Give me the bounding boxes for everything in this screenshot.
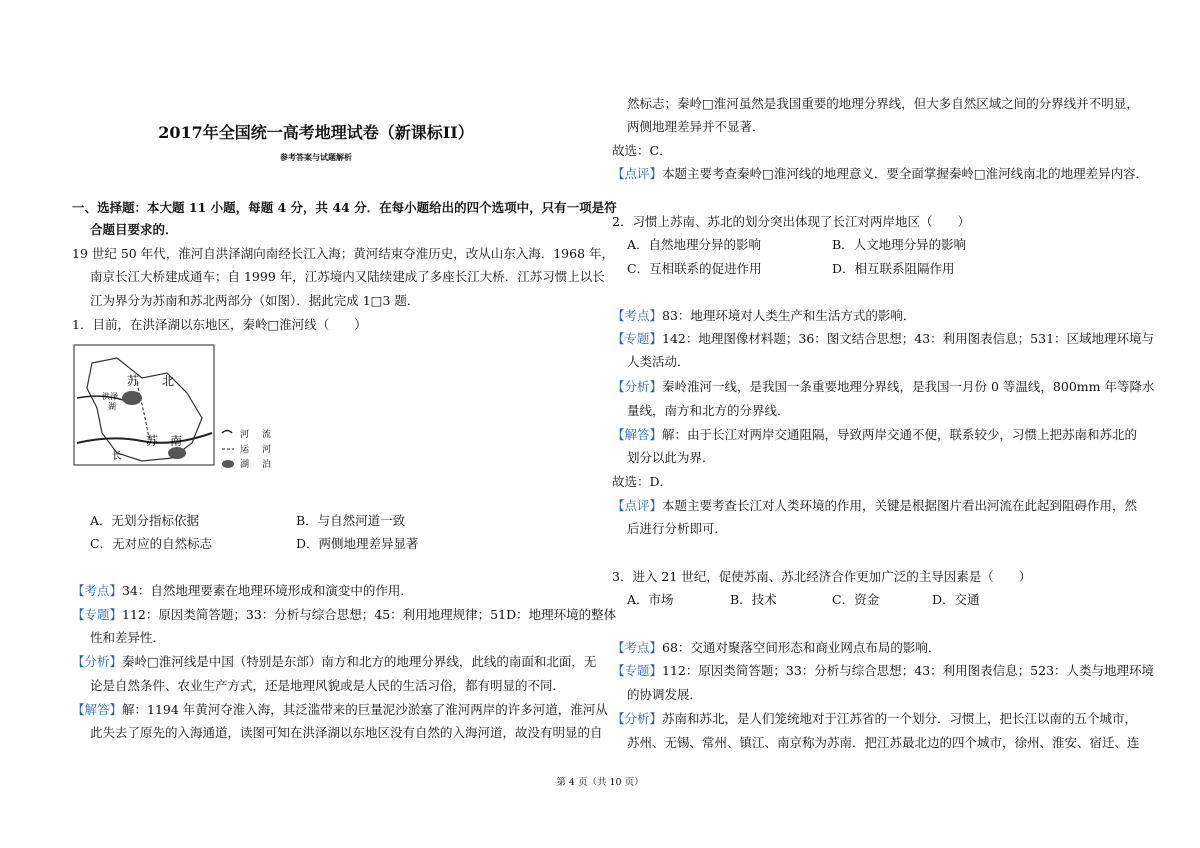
q2-dianping-cont: 后进行分析即可． — [627, 521, 728, 536]
q2-option-d: D．相互联系阻隔作用 — [832, 261, 955, 276]
q1-answer: 故选：C． — [612, 143, 672, 158]
legend-river-symbol — [222, 431, 232, 434]
map-label-nan: 南 — [170, 434, 183, 448]
q3-zhuanti-cont: 的协调发展． — [627, 687, 703, 702]
section-heading-line1: 一、选择题：本大题 11 小题，每题 4 分，共 44 分．在每小题给出的四个选项中，只有一项是符 — [72, 200, 617, 215]
q1-zhuanti: 【专题】112：原因类简答题；33：分析与综合思想；45：利用地理规律；51D：地理环境的整体 — [72, 607, 617, 622]
q2-zhuanti-cont: 人类活动． — [627, 354, 690, 369]
q1-option-c: C．无对应的自然标志 — [90, 536, 213, 551]
map-label-hong: 洪泽 — [102, 392, 118, 401]
q3-zhuanti: 【专题】112：原因类简答题；33：分析与综合思想；43：利用图表信息；523：人类与地理环境 — [612, 663, 1155, 678]
section-heading-line2: 合题目要求的． — [90, 222, 178, 237]
q1-fenxi: 【分析】秦岭□淮河线是中国（特别是东部）南方和北方的地理分界线，此线的南面和北面，无 — [72, 654, 597, 669]
q3-option-a: A．市场 — [627, 592, 674, 607]
q2-option-b: B．人文地理分异的影响 — [832, 237, 967, 252]
q2-kaodian: 【考点】83：地理环境对人类生产和生活方式的影响． — [612, 308, 916, 323]
q1-jieda: 【解答】解：1194 年黄河夺淮入海，其泛滥带来的巨量泥沙淤塞了淮河两岸的许多河道，淮河从 — [72, 702, 608, 717]
q1-zhuanti-cont: 性和差异性． — [90, 630, 166, 645]
q1-jieda-cont3: 两侧地理差异并不显著． — [627, 119, 765, 134]
map-label-chang: 长 — [112, 451, 122, 462]
map-label-hu: 湖 — [108, 402, 116, 411]
map-label-bei: 北 — [162, 374, 175, 388]
q1-option-d: D．两侧地理差异显著 — [296, 536, 419, 551]
q2-dianping: 【点评】本题主要考查长江对人类环境的作用，关键是根据图片看出河流在此起到阻碍作用，然 — [612, 498, 1138, 513]
q1-dianping: 【点评】本题主要考查秦岭□淮河线的地理意义．要全面掌握秦岭□淮河线南北的地理差异内容． — [612, 166, 1149, 181]
q1-stem: 1．目前，在洪泽湖以东地区，秦岭□淮河线（ ） — [72, 317, 367, 332]
q2-fenxi-cont: 量线，南方和北方的分界线． — [627, 403, 790, 418]
q1-fenxi-cont: 论是自然条件、农业生产方式，还是地理风貌或是人民的生活习俗，都有明显的不同． — [90, 678, 566, 693]
q3-fenxi: 【分析】苏南和苏北，是人们笼统地对于江苏省的一个划分．习惯上，把长江以南的五个城市， — [612, 711, 1138, 726]
map-label-su: 苏 — [127, 374, 140, 388]
q1-kaodian: 【考点】34：自然地理要素在地理环境形成和演变中的作用． — [72, 583, 413, 598]
intro-line-3: 江为界分为苏南和苏北两部分（如图）．据此完成 1□3 题． — [90, 293, 420, 308]
yangtze-river — [77, 433, 212, 443]
page-footer: 第 4 页（共 10 页） — [556, 777, 644, 788]
q3-stem: 3．进入 21 世纪，促使苏南、苏北经济合作更加广泛的主导因素是（ ） — [612, 569, 1032, 584]
legend-lake-b: 泊 — [262, 460, 272, 470]
legend-canal-a: 运 — [240, 445, 250, 455]
legend-river-a: 河 — [240, 430, 250, 440]
legend-river-b: 流 — [262, 430, 272, 440]
intro-line-1: 19 世纪 50 年代，淮河自洪泽湖向南经长江入海；黄河结束夺淮历史，改从山东入海．1968 年， — [72, 246, 615, 261]
q3-kaodian: 【考点】68：交通对聚落空间形态和商业网点布局的影响． — [612, 640, 941, 655]
q1-jieda-cont2: 然标志；秦岭□淮河虽然是我国重要的地理分界线，但大多自然区域之间的分界线并不明显， — [627, 96, 1139, 111]
q3-option-d: D．交通 — [932, 592, 980, 607]
q3-fenxi-cont: 苏州、无锡、常州、镇江、南京称为苏南．把江苏最北边的四个城市，徐州、淮安、宿迁、连 — [627, 735, 1140, 750]
page-subtitle: 参考答案与试题解析 — [280, 152, 352, 162]
q3-option-b: B．技术 — [730, 592, 777, 607]
legend-canal-b: 河 — [262, 445, 272, 455]
q1-option-a: A．无划分指标依据 — [90, 513, 200, 528]
page-title: 2017年全国统一高考地理试卷（新课标II） — [158, 123, 474, 142]
q2-fenxi: 【分析】秦岭淮河一线，是我国一条重要地理分界线，是我国一月份 0 等温线，800mm 年等降水 — [612, 379, 1155, 394]
legend-lake-symbol — [222, 460, 234, 468]
q2-jieda-cont: 划分以此为界． — [627, 450, 715, 465]
intro-line-2: 南京长江大桥建成通车；自 1999 年，江苏境内又陆续建成了多座长江大桥．江苏习惯上以长 — [90, 269, 605, 284]
q3-option-c: C．资金 — [832, 592, 880, 607]
q2-option-c: C．互相联系的促进作用 — [627, 261, 762, 276]
q2-option-a: A．自然地理分异的影响 — [627, 237, 762, 252]
map-legend — [222, 428, 271, 470]
jiangsu-map — [72, 343, 282, 503]
q1-option-b: B．与自然河道一致 — [296, 513, 406, 528]
q2-jieda: 【解答】解：由于长江对两岸交通阻隔，导致两岸交通不便，联系较少，习惯上把苏南和苏北的 — [612, 427, 1138, 442]
q2-stem: 2．习惯上苏南、苏北的划分突出体现了长江对两岸地区（ ） — [612, 214, 970, 229]
province-border — [87, 358, 202, 461]
q2-answer: 故选：D． — [612, 474, 673, 489]
q2-zhuanti: 【专题】142：地理图像材料题；36：图文结合思想；43：利用图表信息；531：区域地理环境与 — [612, 331, 1155, 346]
hongze-lake — [122, 391, 142, 405]
tai-lake — [168, 447, 186, 459]
q1-jieda-cont: 此失去了原先的入海通道，读图可知在洪泽湖以东地区没有自然的入海河道，故没有明显的自 — [90, 725, 603, 740]
map-label-su2: 苏 — [146, 434, 159, 448]
legend-lake-a: 湖 — [240, 460, 250, 470]
